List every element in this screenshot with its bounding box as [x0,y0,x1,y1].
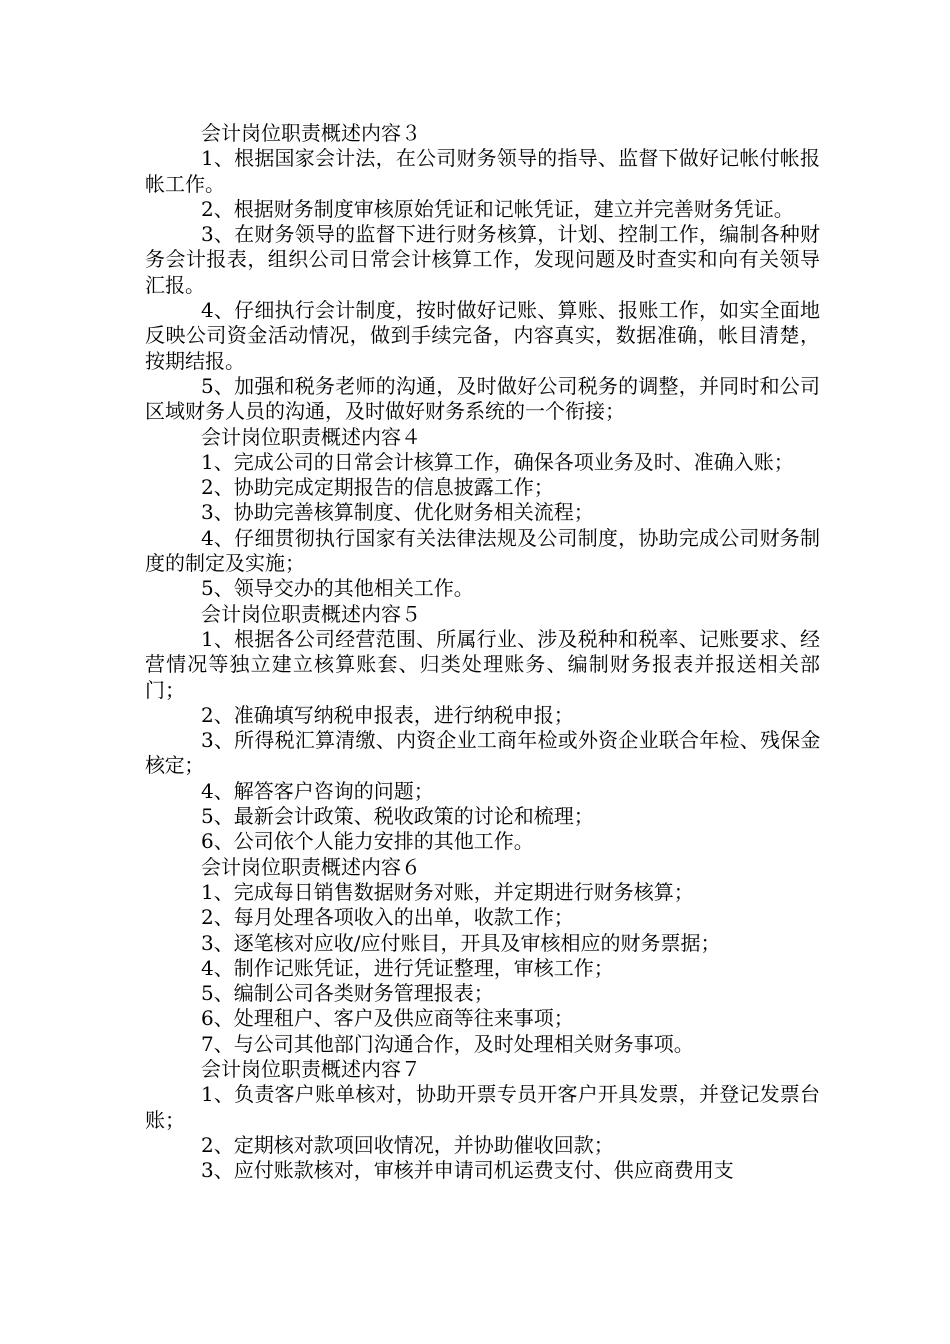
section-heading: 会计岗位职责概述内容５ [201,601,421,626]
list-item: 7、与公司其他部门沟通合作，及时处理相关财务事项。 [201,1031,694,1056]
list-item: 1、根据各公司经营范围、所属行业、涉及税种和税率、记账要求、经营情况等独立建立核算账套、归类处理账务、编制财务报表并报送相关部门； [145,626,820,702]
list-item: 4、制作记账凭证，进行凭证整理，审核工作； [201,955,614,980]
section-heading: 会计岗位职责概述内容７ [201,1056,421,1081]
list-item: 3、在财务领导的监督下进行财务核算，计划、控制工作，编制各种财务会计报表，组织公司日常会计核算工作，发现问题及时查实和向有关领导汇报。 [145,222,820,297]
section-heading: 会计岗位职责概述内容４ [201,424,421,449]
list-item: 6、处理租户、客户及供应商等往来事项； [201,1006,574,1031]
section-heading: 会计岗位职责概述内容６ [201,854,421,879]
list-item: 2、定期核对款项回收情况，并协助催收回款； [201,1132,614,1157]
list-item: 6、公司依个人能力安排的其他工作。 [201,829,534,854]
list-item: 2、协助完成定期报告的信息披露工作； [201,475,554,500]
list-item: 3、逐笔核对应收/应付账目，开具及审核相应的财务票据； [201,930,721,955]
document-page [145,121,820,1183]
list-item: 1、完成每日销售数据财务对账，并定期进行财务核算； [201,879,694,904]
list-item: 1、负责客户账单核对，协助开票专员开客户开具发票，并登记发票台账； [145,1082,820,1132]
list-item: 5、领导交办的其他相关工作。 [201,576,474,601]
list-item: 5、最新会计政策、税收政策的讨论和梳理； [201,804,594,829]
list-item: 3、协助完善核算制度、优化财务相关流程； [201,500,594,525]
list-item: 2、每月处理各项收入的出单，收款工作； [201,905,574,930]
list-item: 5、编制公司各类财务管理报表； [201,981,494,1006]
list-item: 1、完成公司的日常会计核算工作，确保各项业务及时、准确入账； [201,449,794,474]
section-heading: 会计岗位职责概述内容３ [201,121,421,145]
list-item: 3、应付账款核对，审核并申请司机运费支付、供应商费用支 [201,1158,734,1183]
list-item: 1、根据国家会计法，在公司财务领导的指导、监督下做好记帐付帐报帐工作。 [145,146,820,196]
list-item: 2、准确填写纳税申报表，进行纳税申报； [201,702,574,727]
list-item: 4、仔细贯彻执行国家有关法律法规及公司制度，协助完成公司财务制度的制定及实施； [145,525,820,576]
list-item: 2、根据财务制度审核原始凭证和记帐凭证，建立并完善财务凭证。 [201,196,794,221]
list-item: 3、所得税汇算清缴、内资企业工商年检或外资企业联合年检、残保金核定； [145,728,820,778]
list-item: 4、仔细执行会计制度，按时做好记账、算账、报账工作，如实全面地反映公司资金活动情况，做到手续完备，内容真实，数据准确，帐目清楚，按期结报。 [145,298,820,373]
list-item: 5、加强和税务老师的沟通，及时做好公司税务的调整，并同时和公司区域财务人员的沟通，及时做好财务系统的一个衔接； [145,373,820,424]
list-item: 4、解答客户咨询的问题； [201,778,434,803]
